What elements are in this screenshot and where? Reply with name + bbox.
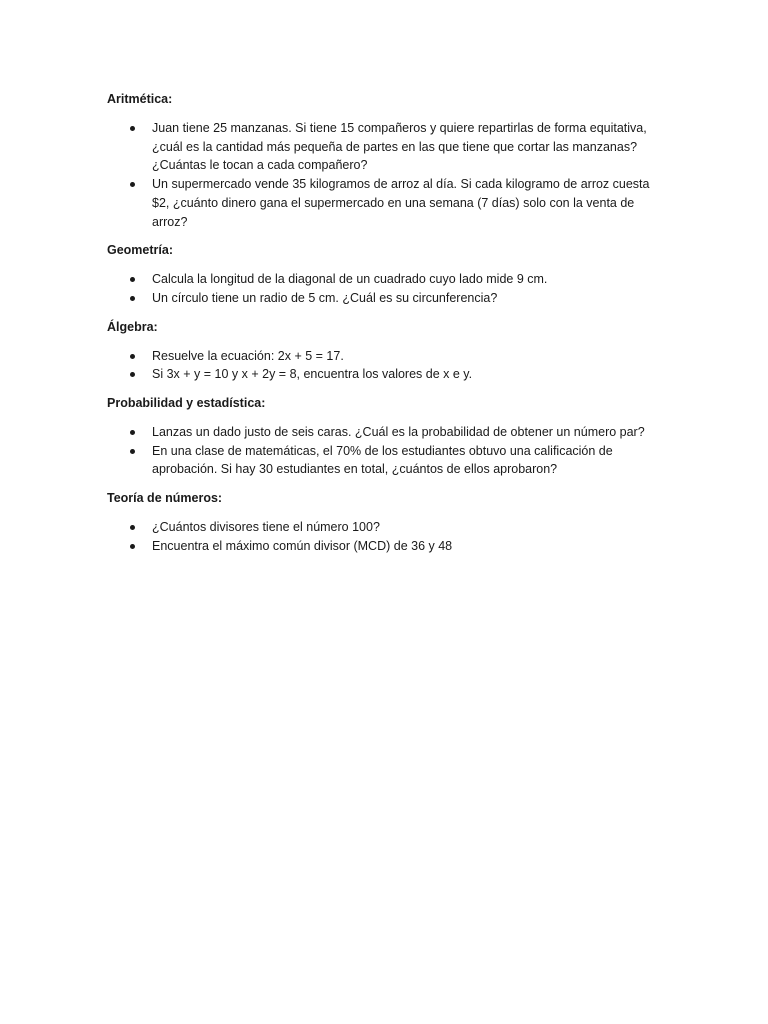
list-item-text: Si 3x + y = 10 y x + 2y = 8, encuentra los valores de x e y.: [152, 367, 473, 382]
list-item-text: Juan tiene 25 manzanas. Si tiene 15 compañeros y quiere repartirlas de forma equitativa, ¿cuál es la cantidad más pequeña de partes en las que tiene que cortar las manzanas? ¿Cuántas le tocan a cada compañero?: [152, 121, 647, 173]
document-content: [107, 90, 667, 566]
section-aritmetica: [107, 90, 667, 231]
bullet-list: [107, 270, 667, 307]
list-item: [107, 365, 667, 384]
bullet-list: [107, 423, 667, 479]
list-item-text: Calcula la longitud de la diagonal de un cuadrado cuyo lado mide 9 cm.: [152, 272, 548, 287]
section-algebra: [107, 318, 667, 384]
list-item: [107, 518, 667, 537]
list-item: [107, 537, 667, 556]
section-heading: Probabilidad y estadística:: [107, 396, 266, 411]
bullet-icon: [130, 525, 135, 530]
bullet-icon: [130, 182, 135, 187]
bullet-icon: [130, 296, 135, 301]
list-item-text: En una clase de matemáticas, el 70% de los estudiantes obtuvo una calificación de aprobación. Si hay 30 estudiantes en total, ¿cuántos de ellos aprobaron?: [152, 443, 613, 477]
list-item: [107, 347, 667, 366]
list-item: [107, 175, 667, 231]
list-item-text: Un círculo tiene un radio de 5 cm. ¿Cuál es su circunferencia?: [152, 290, 498, 305]
bullet-icon: [130, 354, 135, 359]
section-heading: Geometría:: [107, 243, 173, 258]
section-probabilidad: [107, 394, 667, 479]
bullet-icon: [130, 544, 135, 549]
list-item: [107, 442, 667, 479]
bullet-list: [107, 518, 667, 555]
section-heading: Aritmética:: [107, 92, 173, 106]
list-item-text: Encuentra el máximo común divisor (MCD) de 36 y 48: [152, 538, 453, 553]
section-heading: Álgebra:: [107, 319, 158, 334]
bullet-list: [107, 347, 667, 384]
section-geometria: [107, 241, 667, 307]
bullet-icon: [130, 372, 135, 377]
section-teoria-numeros: [107, 489, 667, 555]
list-item-text: ¿Cuántos divisores tiene el número 100?: [152, 520, 380, 535]
list-item-text: Lanzas un dado justo de seis caras. ¿Cuál es la probabilidad de obtener un número par?: [152, 425, 645, 440]
list-item-text: Un supermercado vende 35 kilogramos de arroz al día. Si cada kilogramo de arroz cuesta $2, ¿cuánto dinero gana el supermercado en una semana (7 días) solo con la venta de arroz?: [152, 177, 650, 229]
bullet-list: [107, 119, 667, 231]
list-item-text: Resuelve la ecuación: 2x + 5 = 17.: [152, 348, 344, 363]
bullet-icon: [130, 430, 135, 435]
list-item: [107, 289, 667, 308]
list-item: [107, 119, 667, 175]
list-item: [107, 423, 667, 442]
bullet-icon: [130, 449, 135, 454]
section-heading: Teoría de números:: [107, 491, 223, 506]
list-item: [107, 270, 667, 289]
bullet-icon: [130, 126, 135, 131]
bullet-icon: [130, 277, 135, 282]
